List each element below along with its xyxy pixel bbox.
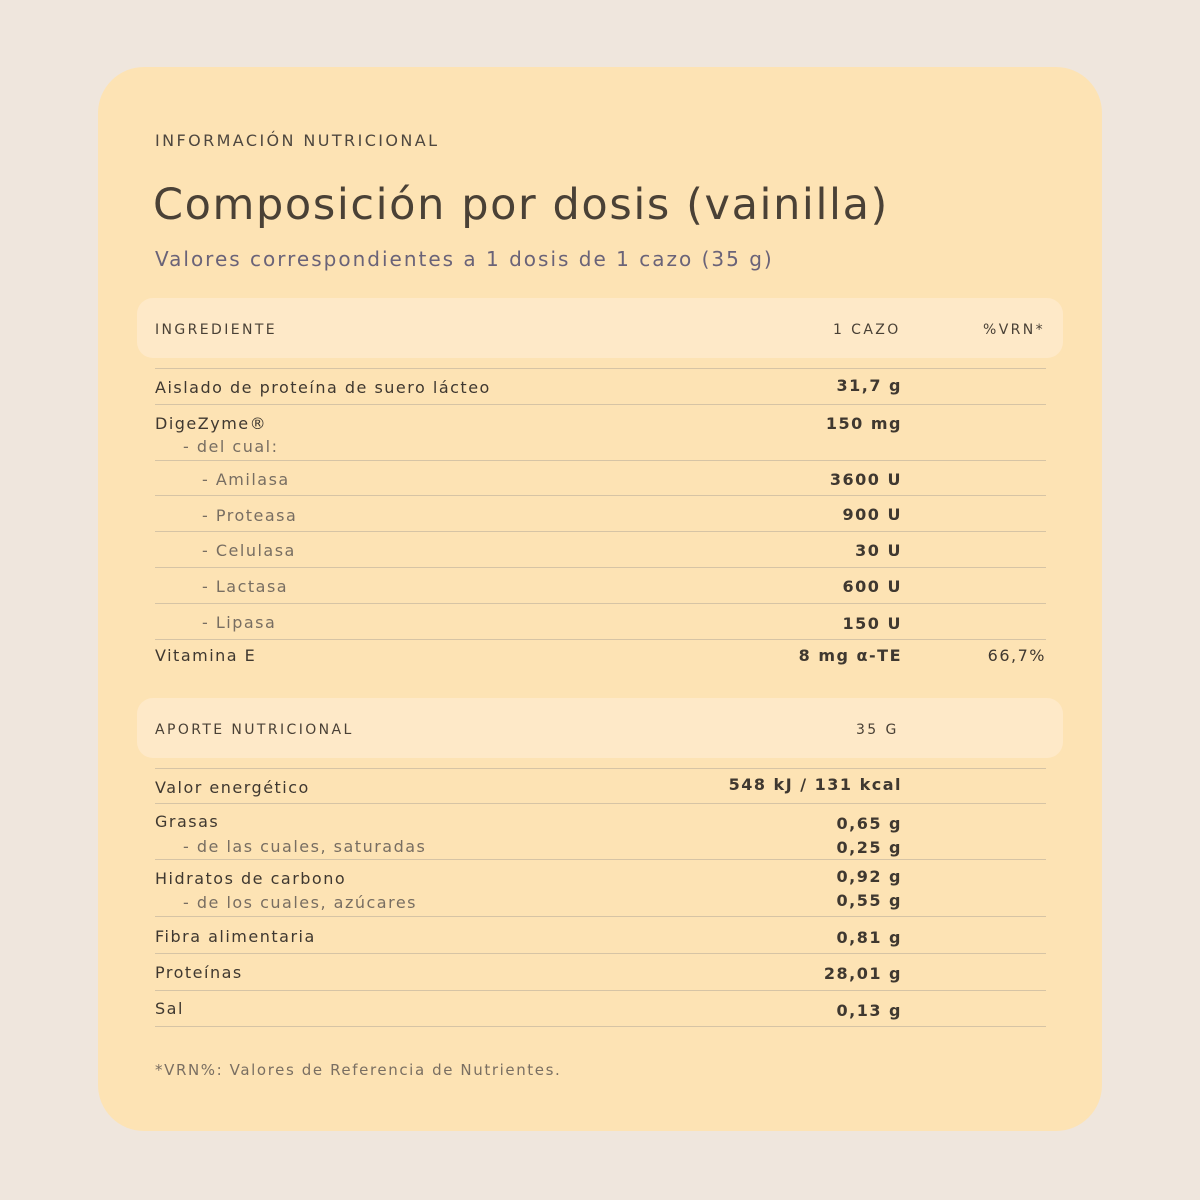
enzyme-amount: 30 U bbox=[855, 541, 902, 560]
row-divider bbox=[155, 567, 1046, 568]
row-divider bbox=[155, 639, 1046, 640]
row-divider bbox=[155, 1026, 1046, 1027]
nutrient-name: Grasas bbox=[155, 812, 220, 831]
row-divider bbox=[155, 768, 1046, 769]
enzyme-name: - Lactasa bbox=[202, 577, 289, 596]
row-divider bbox=[155, 495, 1046, 496]
nutrient-name: Proteínas bbox=[155, 963, 243, 982]
row-divider bbox=[155, 404, 1046, 405]
ingredient-amount: 8 mg α-TE bbox=[798, 646, 902, 665]
row-divider bbox=[155, 368, 1046, 369]
ingredient-name: Aislado de proteína de suero lácteo bbox=[155, 378, 491, 397]
ingredients-header-amount: 1 CAZO bbox=[833, 322, 901, 338]
enzyme-name: - Lipasa bbox=[202, 613, 277, 632]
enzyme-amount: 3600 U bbox=[829, 470, 902, 489]
row-divider bbox=[155, 990, 1046, 991]
nutrient-amount: 0,81 g bbox=[836, 928, 902, 947]
row-divider bbox=[155, 603, 1046, 604]
page-title: Composición por dosis (vainilla) bbox=[153, 180, 889, 230]
nutrient-name: Sal bbox=[155, 999, 184, 1018]
nutrient-amount: 28,01 g bbox=[823, 964, 902, 983]
nutrient-name: Valor energético bbox=[155, 778, 310, 797]
enzyme-name: - Celulasa bbox=[202, 541, 296, 560]
ingredient-name: Vitamina E bbox=[155, 646, 257, 665]
ingredients-header-vrn: %VRN* bbox=[983, 322, 1046, 338]
ingredients-header-name: INGREDIENTE bbox=[155, 322, 278, 338]
enzyme-amount: 150 U bbox=[842, 614, 902, 633]
nutrient-subamount: 0,55 g bbox=[836, 891, 902, 910]
nutrient-subamount: 0,25 g bbox=[836, 838, 902, 857]
ingredient-amount: 150 mg bbox=[825, 414, 902, 433]
row-divider bbox=[155, 953, 1046, 954]
ingredient-name: DigeZyme® bbox=[155, 414, 268, 433]
enzyme-name: - Amilasa bbox=[202, 470, 290, 489]
nutrient-name: Fibra alimentaria bbox=[155, 927, 316, 946]
page-subtitle: Valores correspondientes a 1 dosis de 1 cazo (35 g) bbox=[155, 247, 774, 271]
nutrient-name: Hidratos de carbono bbox=[155, 869, 347, 888]
nutrient-amount: 0,13 g bbox=[836, 1001, 902, 1020]
row-divider bbox=[155, 531, 1046, 532]
nutrient-amount: 548 kJ / 131 kcal bbox=[728, 775, 902, 794]
row-divider bbox=[155, 803, 1046, 804]
nutrition-header-name: APORTE NUTRICIONAL bbox=[155, 722, 354, 738]
enzyme-amount: 900 U bbox=[842, 505, 902, 524]
row-divider bbox=[155, 916, 1046, 917]
row-divider bbox=[155, 460, 1046, 461]
section-eyebrow: INFORMACIÓN NUTRICIONAL bbox=[155, 131, 440, 150]
row-divider bbox=[155, 859, 1046, 860]
nutrient-amount: 0,65 g bbox=[836, 814, 902, 833]
ingredient-note: - del cual: bbox=[183, 437, 279, 456]
enzyme-name: - Proteasa bbox=[202, 506, 298, 525]
ingredient-vrn: 66,7% bbox=[987, 646, 1046, 665]
ingredients-header bbox=[137, 298, 1063, 358]
nutrition-header bbox=[137, 698, 1063, 758]
footnote: *VRN%: Valores de Referencia de Nutrientes. bbox=[155, 1061, 562, 1079]
nutrient-amount: 0,92 g bbox=[836, 867, 902, 886]
enzyme-amount: 600 U bbox=[842, 577, 902, 596]
nutrient-subname: - de los cuales, azúcares bbox=[183, 893, 417, 912]
nutrient-subname: - de las cuales, saturadas bbox=[183, 837, 427, 856]
nutrition-header-amount: 35 G bbox=[856, 722, 899, 738]
ingredient-amount: 31,7 g bbox=[836, 376, 902, 395]
